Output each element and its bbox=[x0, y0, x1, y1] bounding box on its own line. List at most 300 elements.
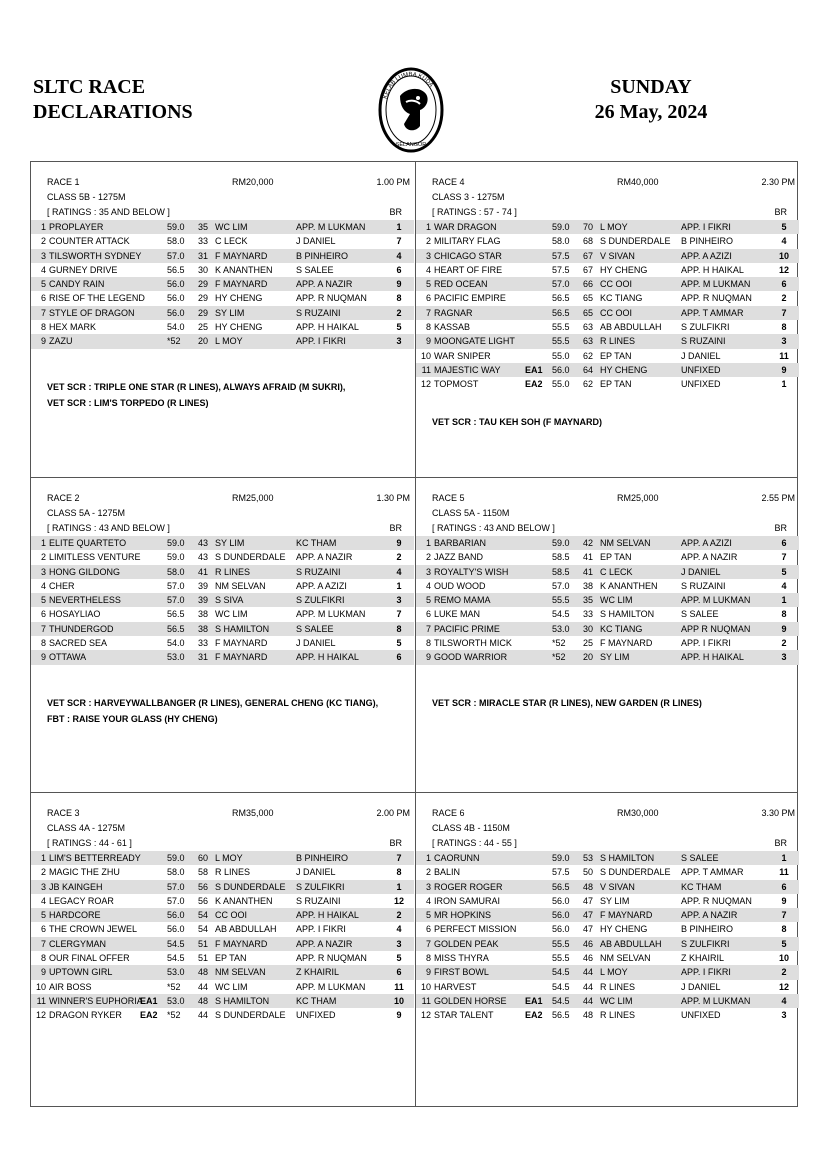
jockey-name: CC OOI bbox=[600, 307, 633, 318]
race-prize: RM35,000 bbox=[232, 808, 274, 818]
runner-number: 8 bbox=[425, 953, 431, 964]
horse-rating: 67 bbox=[583, 264, 594, 275]
jockey-name: EP TAN bbox=[215, 953, 247, 964]
barrier-draw: 7 bbox=[396, 853, 402, 863]
handicap-weight: 53.0 bbox=[167, 995, 185, 1006]
horse-rating: 47 bbox=[583, 924, 594, 935]
jockey-name: SY LIM bbox=[600, 895, 630, 906]
race-number: RACE 5 bbox=[432, 493, 465, 503]
runner-row bbox=[31, 306, 414, 320]
trainer-name: APP. A NAZIR bbox=[681, 552, 738, 563]
race-class: CLASS 5B - 1275M bbox=[47, 192, 126, 202]
barrier-draw: 12 bbox=[778, 981, 789, 992]
runner-row bbox=[31, 579, 414, 593]
handicap-weight: 56.0 bbox=[552, 924, 570, 935]
runner-row bbox=[416, 234, 799, 248]
runner-row bbox=[31, 607, 414, 621]
race-prize: RM30,000 bbox=[617, 808, 659, 818]
barrier-draw: 6 bbox=[781, 279, 787, 290]
runner-row bbox=[31, 536, 414, 550]
runner-number: 3 bbox=[425, 250, 431, 261]
horse-rating: 33 bbox=[198, 638, 209, 649]
handicap-weight: 56.0 bbox=[552, 910, 570, 921]
barrier-draw: 3 bbox=[396, 595, 402, 606]
race-ratings: [ RATINGS : 44 - 55 ] bbox=[432, 838, 517, 848]
barrier-draw: 2 bbox=[396, 552, 402, 563]
runner-row bbox=[416, 880, 799, 894]
horse-rating: 48 bbox=[198, 967, 209, 978]
horse-rating: 63 bbox=[583, 336, 594, 347]
handicap-weight: 54.5 bbox=[552, 967, 570, 978]
jockey-name: SY LIM bbox=[215, 538, 245, 548]
runner-number: 5 bbox=[40, 910, 46, 921]
jockey-name: R LINES bbox=[600, 981, 636, 992]
horse-rating: 33 bbox=[198, 236, 209, 247]
trainer-name: J DANIEL bbox=[681, 350, 721, 361]
trainer-name: APP. I FIKRI bbox=[296, 924, 346, 935]
handicap-weight: *52 bbox=[552, 638, 566, 649]
jockey-name: NM SELVAN bbox=[600, 538, 651, 548]
barrier-draw: 9 bbox=[781, 364, 787, 375]
barrier-draw: 5 bbox=[781, 222, 787, 232]
runner-number: 8 bbox=[40, 638, 46, 649]
emergency-tag: EA1 bbox=[140, 995, 158, 1006]
runner-number: 2 bbox=[40, 552, 46, 563]
horse-name: JAZZ BAND bbox=[434, 552, 484, 563]
trainer-name: UNFIXED bbox=[681, 379, 721, 390]
runner-number: 6 bbox=[425, 924, 431, 935]
barrier-draw: 8 bbox=[396, 867, 402, 878]
emergency-tag: EA2 bbox=[525, 379, 543, 390]
trainer-name: APP. I FIKRI bbox=[681, 967, 731, 978]
jockey-name: WC LIM bbox=[215, 609, 248, 620]
jockey-name: HY CHENG bbox=[215, 293, 263, 304]
runner-row bbox=[416, 349, 799, 363]
horse-name: MR HOPKINS bbox=[434, 910, 492, 921]
runner-list bbox=[416, 851, 799, 1023]
runner-row bbox=[31, 908, 414, 922]
horse-rating: 65 bbox=[583, 307, 594, 318]
jockey-name: EP TAN bbox=[600, 350, 632, 361]
horse-name: PROPLAYER bbox=[49, 222, 104, 232]
race-time: 1.30 PM bbox=[376, 493, 410, 503]
trainer-name: S SALEE bbox=[296, 264, 334, 275]
horse-name: STYLE OF DRAGON bbox=[49, 307, 135, 318]
runner-number: 2 bbox=[425, 236, 431, 247]
barrier-draw: 6 bbox=[396, 967, 402, 978]
horse-name: MAGIC THE ZHU bbox=[49, 867, 120, 878]
barrier-draw: 2 bbox=[396, 307, 402, 318]
horse-name: CHICAGO STAR bbox=[434, 250, 502, 261]
handicap-weight: 56.0 bbox=[552, 895, 570, 906]
handicap-weight: 57.5 bbox=[552, 250, 570, 261]
runner-row bbox=[31, 593, 414, 607]
horse-name: CANDY RAIN bbox=[49, 279, 105, 290]
horse-rating: 51 bbox=[198, 938, 209, 949]
horse-rating: 39 bbox=[198, 595, 209, 606]
runner-number: 4 bbox=[40, 580, 46, 591]
handicap-weight: 56.0 bbox=[167, 910, 185, 921]
barrier-draw: 5 bbox=[396, 638, 402, 649]
trainer-name: S ZULFIKRI bbox=[681, 938, 730, 949]
handicap-weight: 55.5 bbox=[552, 595, 570, 606]
vet-scratchings bbox=[47, 379, 410, 411]
race-number: RACE 3 bbox=[47, 808, 80, 818]
runner-row bbox=[416, 579, 799, 593]
barrier-draw: 8 bbox=[396, 623, 402, 634]
trainer-name: APP. R NUQMAN bbox=[681, 293, 752, 304]
runner-row bbox=[416, 536, 799, 550]
horse-rating: 31 bbox=[198, 652, 209, 663]
runner-row bbox=[31, 880, 414, 894]
horse-name: OUD WOOD bbox=[434, 580, 486, 591]
horse-rating: 20 bbox=[583, 652, 594, 663]
runner-row bbox=[31, 951, 414, 965]
handicap-weight: 59.0 bbox=[552, 222, 570, 232]
horse-name: LIMITLESS VENTURE bbox=[49, 552, 141, 563]
handicap-weight: 56.0 bbox=[167, 924, 185, 935]
handicap-weight: 58.0 bbox=[552, 236, 570, 247]
horse-rating: 66 bbox=[583, 279, 594, 290]
barrier-draw: 4 bbox=[396, 924, 402, 935]
race-panel bbox=[416, 793, 799, 1108]
barrier-header: BR bbox=[774, 207, 787, 217]
horse-rating: 29 bbox=[198, 293, 209, 304]
trainer-name: B PINHEIRO bbox=[296, 250, 349, 261]
barrier-draw: 1 bbox=[781, 853, 787, 863]
handicap-weight: 58.5 bbox=[552, 552, 570, 563]
runner-number: 3 bbox=[40, 881, 46, 892]
horse-rating: 42 bbox=[583, 538, 594, 548]
race-ratings: [ RATINGS : 57 - 74 ] bbox=[432, 207, 517, 217]
trainer-name: APP. H HAIKAL bbox=[296, 652, 359, 663]
runner-list bbox=[31, 851, 414, 1023]
runner-row bbox=[31, 636, 414, 650]
runner-row bbox=[31, 234, 414, 248]
runner-row bbox=[31, 650, 414, 664]
barrier-draw: 2 bbox=[781, 293, 787, 304]
trainer-name: APP. I FIKRI bbox=[681, 222, 731, 232]
handicap-weight: 58.0 bbox=[167, 566, 185, 577]
race-number: RACE 4 bbox=[432, 177, 465, 187]
handicap-weight: 57.0 bbox=[552, 580, 570, 591]
horse-rating: 41 bbox=[583, 566, 594, 577]
vet-scratchings bbox=[47, 695, 410, 727]
runner-number: 6 bbox=[40, 609, 46, 620]
handicap-weight: 57.5 bbox=[552, 264, 570, 275]
vet-scratchings bbox=[432, 695, 795, 711]
jockey-name: F MAYNARD bbox=[215, 938, 268, 949]
vet-line: VET SCR : HARVEYWALLBANGER (R LINES), GENERAL CHENG (KC TIANG), bbox=[47, 697, 379, 708]
trainer-name: KC THAM bbox=[296, 995, 337, 1006]
horse-name: UPTOWN GIRL bbox=[49, 967, 113, 978]
jockey-name: R LINES bbox=[215, 867, 251, 878]
barrier-draw: 8 bbox=[781, 609, 787, 620]
jockey-name: F MAYNARD bbox=[215, 638, 268, 649]
race-header bbox=[47, 177, 410, 189]
race-ratings: [ RATINGS : 43 AND BELOW ] bbox=[432, 523, 555, 533]
horse-name: ROYALTY'S WISH bbox=[434, 566, 509, 577]
handicap-weight: 56.5 bbox=[552, 1010, 570, 1021]
handicap-weight: 55.5 bbox=[552, 953, 570, 964]
jockey-name: NM SELVAN bbox=[215, 580, 266, 591]
jockey-name: AB ABDULLAH bbox=[600, 322, 662, 333]
trainer-name: APP. A AZIZI bbox=[681, 250, 732, 261]
trainer-name: KC THAM bbox=[681, 881, 722, 892]
horse-name: MOONGATE LIGHT bbox=[434, 336, 515, 347]
barrier-draw: 10 bbox=[778, 953, 789, 964]
runner-number: 4 bbox=[40, 895, 46, 906]
jockey-name: S HAMILTON bbox=[600, 609, 655, 620]
runner-number: 5 bbox=[40, 279, 46, 290]
race-date bbox=[581, 75, 721, 125]
runner-number: 1 bbox=[425, 538, 431, 548]
runner-row bbox=[31, 249, 414, 263]
horse-name: FIRST BOWL bbox=[434, 967, 489, 978]
handicap-weight: 57.0 bbox=[167, 250, 185, 261]
barrier-draw: 3 bbox=[781, 652, 787, 663]
handicap-weight: 56.5 bbox=[167, 264, 185, 275]
horse-rating: 51 bbox=[198, 953, 209, 964]
barrier-draw: 1 bbox=[396, 222, 402, 232]
runner-row bbox=[31, 980, 414, 994]
trainer-name: B PINHEIRO bbox=[681, 924, 734, 935]
horse-rating: 39 bbox=[198, 580, 209, 591]
emergency-tag: EA1 bbox=[525, 364, 543, 375]
race-prize: RM20,000 bbox=[232, 177, 274, 187]
runner-number: 6 bbox=[425, 609, 431, 620]
runner-row bbox=[416, 894, 799, 908]
horse-rating: 41 bbox=[583, 552, 594, 563]
trainer-name: APP. A AZIZI bbox=[296, 580, 347, 591]
horse-name: CHER bbox=[49, 580, 75, 591]
handicap-weight: 54.5 bbox=[167, 953, 185, 964]
horse-name: RAGNAR bbox=[434, 307, 473, 318]
jockey-name: KC TIANG bbox=[600, 623, 643, 634]
handicap-weight: 58.0 bbox=[167, 236, 185, 247]
runner-row bbox=[416, 363, 799, 377]
race-class: CLASS 4A - 1275M bbox=[47, 823, 126, 833]
trainer-name: J DANIEL bbox=[681, 981, 721, 992]
horse-rating: 68 bbox=[583, 236, 594, 247]
race-number: RACE 6 bbox=[432, 808, 465, 818]
jockey-name: CC OOI bbox=[600, 279, 633, 290]
emergency-tag: EA1 bbox=[525, 995, 543, 1006]
handicap-weight: 59.0 bbox=[167, 538, 185, 548]
runner-list bbox=[31, 536, 414, 665]
runner-number: 1 bbox=[40, 538, 46, 548]
runner-row bbox=[416, 220, 799, 234]
runner-row bbox=[31, 851, 414, 865]
jockey-name: L MOY bbox=[600, 967, 628, 978]
horse-rating: 56 bbox=[198, 881, 209, 892]
barrier-draw: 3 bbox=[781, 1010, 787, 1021]
horse-name: TOPMOST bbox=[434, 379, 479, 390]
jockey-name: SY LIM bbox=[215, 307, 245, 318]
runner-row bbox=[31, 550, 414, 564]
jockey-name: SY LIM bbox=[600, 652, 630, 663]
race-header bbox=[432, 177, 795, 189]
trainer-name: J DANIEL bbox=[296, 638, 336, 649]
jockey-name: WC LIM bbox=[215, 981, 248, 992]
jockey-name: S HAMILTON bbox=[600, 853, 655, 863]
runner-row bbox=[416, 980, 799, 994]
horse-rating: 43 bbox=[198, 538, 209, 548]
trainer-name: APP R NUQMAN bbox=[681, 623, 751, 634]
jockey-name: HY CHENG bbox=[600, 264, 648, 275]
barrier-draw: 5 bbox=[396, 322, 402, 333]
handicap-weight: 56.5 bbox=[167, 623, 185, 634]
runner-row bbox=[31, 937, 414, 951]
horse-name: OUR FINAL OFFER bbox=[49, 953, 130, 964]
horse-rating: 58 bbox=[198, 867, 209, 878]
jockey-name: K ANANTHEN bbox=[215, 264, 273, 275]
runner-row bbox=[416, 865, 799, 879]
horse-name: DRAGON RYKER bbox=[49, 1010, 122, 1021]
horse-rating: 65 bbox=[583, 293, 594, 304]
jockey-name: AB ABDULLAH bbox=[600, 938, 662, 949]
race-class: CLASS 5A - 1275M bbox=[47, 508, 126, 518]
barrier-draw: 2 bbox=[396, 910, 402, 921]
horse-name: HARDCORE bbox=[49, 910, 101, 921]
runner-number: 9 bbox=[40, 336, 46, 347]
horse-rating: 48 bbox=[198, 995, 209, 1006]
horse-name: MILITARY FLAG bbox=[434, 236, 501, 247]
horse-rating: 54 bbox=[198, 924, 209, 935]
horse-rating: 35 bbox=[583, 595, 594, 606]
race-panel bbox=[31, 793, 414, 1108]
barrier-header: BR bbox=[389, 838, 402, 848]
trainer-name: APP. H HAIKAL bbox=[681, 652, 744, 663]
runner-row bbox=[31, 894, 414, 908]
runner-number: 4 bbox=[425, 580, 431, 591]
handicap-weight: 56.0 bbox=[167, 293, 185, 304]
barrier-draw: 11 bbox=[394, 981, 404, 992]
barrier-draw: 11 bbox=[779, 867, 789, 878]
runner-row bbox=[416, 951, 799, 965]
handicap-weight: 54.5 bbox=[167, 938, 185, 949]
runner-number: 10 bbox=[35, 981, 46, 992]
barrier-draw: 10 bbox=[778, 250, 789, 261]
runner-number: 9 bbox=[425, 967, 431, 978]
handicap-weight: 56.5 bbox=[552, 881, 570, 892]
jockey-name: K ANANTHEN bbox=[600, 580, 658, 591]
runner-number: 5 bbox=[40, 595, 46, 606]
title-line-2: DECLARATIONS bbox=[33, 101, 193, 123]
handicap-weight: 54.0 bbox=[167, 638, 185, 649]
trainer-name: APP. T AMMAR bbox=[681, 307, 744, 318]
race-panel bbox=[416, 478, 799, 793]
handicap-weight: 53.0 bbox=[552, 623, 570, 634]
trainer-name: J DANIEL bbox=[296, 236, 336, 247]
vet-line: VET SCR : MIRACLE STAR (R LINES), NEW GARDEN (R LINES) bbox=[432, 697, 702, 708]
runner-number: 5 bbox=[425, 910, 431, 921]
race-prize: RM25,000 bbox=[617, 493, 659, 503]
horse-rating: 46 bbox=[583, 953, 594, 964]
horse-rating: 47 bbox=[583, 895, 594, 906]
vet-scratchings bbox=[432, 414, 795, 430]
trainer-name: S RUZAINI bbox=[681, 580, 726, 591]
runner-row bbox=[416, 593, 799, 607]
horse-rating: 25 bbox=[198, 322, 209, 333]
horse-name: COUNTER ATTACK bbox=[49, 236, 130, 247]
trainer-name: APP. A NAZIR bbox=[296, 552, 353, 563]
runner-number: 2 bbox=[40, 236, 46, 247]
horse-rating: 43 bbox=[198, 552, 209, 563]
race-class: CLASS 3 - 1275M bbox=[432, 192, 505, 202]
barrier-draw: 1 bbox=[396, 881, 402, 892]
horse-name: LIM'S BETTERREADY bbox=[49, 853, 141, 863]
race-panel bbox=[416, 162, 799, 477]
trainer-name: APP. R NUQMAN bbox=[681, 895, 752, 906]
trainer-name: S SALEE bbox=[681, 609, 719, 620]
trainer-name: APP. R NUQMAN bbox=[296, 953, 367, 964]
handicap-weight: 55.5 bbox=[552, 322, 570, 333]
runner-row bbox=[416, 622, 799, 636]
barrier-draw: 9 bbox=[396, 538, 402, 548]
runner-number: 12 bbox=[420, 1010, 431, 1021]
horse-rating: 30 bbox=[583, 623, 594, 634]
trainer-name: S ZULFIKRI bbox=[296, 881, 345, 892]
trainer-name: J DANIEL bbox=[681, 566, 721, 577]
race-header bbox=[47, 493, 410, 505]
trainer-name: KC THAM bbox=[296, 538, 337, 548]
runner-number: 4 bbox=[425, 895, 431, 906]
barrier-draw: 10 bbox=[393, 995, 404, 1006]
runner-number: 3 bbox=[425, 566, 431, 577]
trainer-name: Z KHAIRIL bbox=[296, 967, 340, 978]
runner-row bbox=[416, 1008, 799, 1022]
barrier-header: BR bbox=[774, 838, 787, 848]
trainer-name: B PINHEIRO bbox=[296, 853, 349, 863]
trainer-name: UNFIXED bbox=[681, 364, 721, 375]
trainer-name: Z KHAIRIL bbox=[681, 953, 725, 964]
runner-row bbox=[416, 937, 799, 951]
handicap-weight: 54.5 bbox=[552, 981, 570, 992]
runner-number: 8 bbox=[40, 953, 46, 964]
trainer-name: APP. H HAIKAL bbox=[681, 264, 744, 275]
horse-name: LUKE MAN bbox=[434, 609, 481, 620]
trainer-name: UNFIXED bbox=[681, 1010, 721, 1021]
horse-rating: 54 bbox=[198, 910, 209, 921]
barrier-draw: 5 bbox=[781, 938, 787, 949]
horse-name: MISS THYRA bbox=[434, 953, 489, 964]
runner-row bbox=[31, 334, 414, 348]
horse-name: RED OCEAN bbox=[434, 279, 488, 290]
horse-name: ROGER ROGER bbox=[434, 881, 503, 892]
handicap-weight: 55.5 bbox=[552, 336, 570, 347]
horse-rating: 44 bbox=[198, 1010, 209, 1021]
runner-number: 9 bbox=[425, 652, 431, 663]
horse-name: GOOD WARRIOR bbox=[434, 652, 508, 663]
runner-number: 9 bbox=[40, 652, 46, 663]
runner-row bbox=[31, 865, 414, 879]
horse-rating: 33 bbox=[583, 609, 594, 620]
barrier-draw: 9 bbox=[396, 279, 402, 290]
barrier-draw: 12 bbox=[778, 264, 789, 275]
trainer-name: S SALEE bbox=[681, 853, 719, 863]
runner-row bbox=[416, 607, 799, 621]
runner-number: 2 bbox=[425, 552, 431, 563]
barrier-draw: 4 bbox=[781, 580, 787, 591]
barrier-draw: 2 bbox=[781, 638, 787, 649]
barrier-draw: 3 bbox=[396, 938, 402, 949]
runner-row bbox=[31, 1008, 414, 1022]
logo-top-text: KELAB LUMBA KUDA bbox=[382, 71, 434, 100]
barrier-draw: 4 bbox=[781, 236, 787, 247]
runner-row bbox=[31, 622, 414, 636]
trainer-name: APP. I FIKRI bbox=[681, 638, 731, 649]
